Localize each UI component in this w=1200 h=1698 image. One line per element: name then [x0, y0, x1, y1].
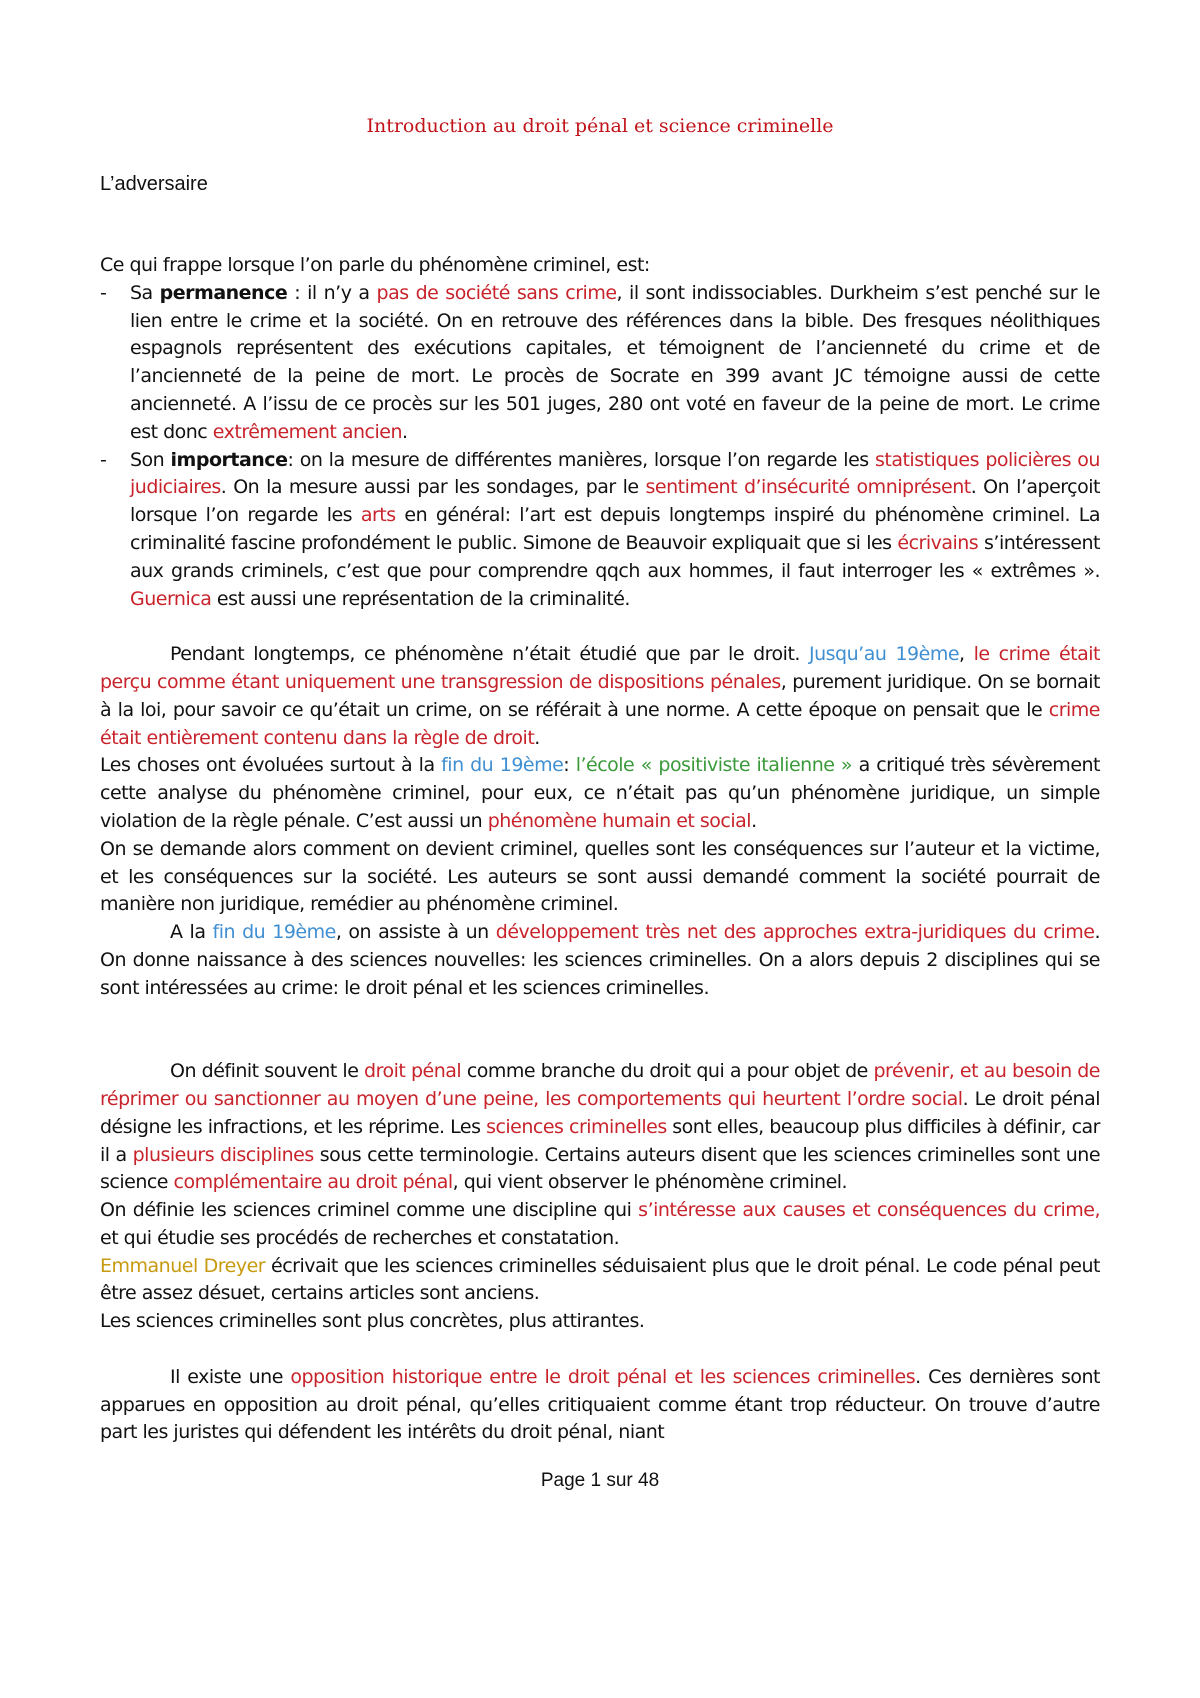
text: comme branche du droit qui a pour objet de — [461, 1060, 874, 1083]
paragraph-9 — [100, 1364, 1100, 1447]
paragraph-6 — [100, 1197, 1100, 1253]
text: Il existe une — [170, 1365, 291, 1388]
highlight-blue: fin du 19ème — [441, 754, 564, 777]
text: sous cette terminologie. Certains auteurs disent que les sciences criminelles sont une science — [100, 1143, 1101, 1194]
highlight: extrêmement ancien — [212, 420, 402, 443]
text: . — [402, 420, 408, 443]
text: : on la mesure de différentes manières, lorsque l’on regarde les — [287, 448, 875, 471]
text: Les choses ont évoluées surtout à la — [100, 754, 442, 777]
text: a critiqué très sévèrement cette analyse du phénomène criminel, pour eux, ce n’était pas qu’un phénomène juridique, un simple violation de la règle pénale. C’est aussi un — [100, 754, 1100, 832]
section-subtitle: L’adversaire — [100, 173, 208, 195]
text: On définie les sciences criminel comme une discipline qui — [100, 1199, 639, 1222]
bullet-permanence — [100, 280, 1100, 447]
highlight: arts — [360, 504, 396, 527]
highlight: opposition historique entre le droit pénal et les sciences criminelles — [290, 1365, 916, 1388]
highlight: statistiques policières ou judiciaires — [130, 448, 1100, 499]
page-footer: Page 1 sur 48 — [540, 1470, 660, 1491]
highlight-blue: Jusqu’au 19ème — [809, 643, 960, 666]
paragraph-5 — [100, 1058, 1100, 1197]
paragraph-8 — [100, 1308, 1100, 1336]
text: . Ces dernières sont apparues en opposition au droit pénal, qu’elles critiquaient comme étant trop réducteur. On trouve d’autre part les juristes qui défendent les intérêts du droit pénal, niant — [100, 1365, 1101, 1444]
text: . On la mesure aussi par les sondages, par le — [220, 476, 646, 499]
paragraph-7 — [100, 1253, 1100, 1309]
text: Son — [130, 448, 171, 471]
text: , il sont indissociables. Durkheim s’est penché sur le lien entre le crime et la société. On en retrouve des références dans la bible. Des fresques néolithiques espagnols représentent des exécutions capitales, et témoignent de l’ancienneté du crime et de l’ancienneté de la peine de mort. Le procès de Socrate en 399 avant JC témoigne aussi de cette ancienneté. A l’issu de ce procès sur les 501 juges, 280 ont voté en faveur de la peine de mort. Le crime est donc — [130, 281, 1100, 443]
term-permanence: permanence — [159, 281, 288, 304]
paragraph-4 — [100, 919, 1100, 1002]
text: . On donne naissance à des sciences nouvelles: les sciences criminelles. On a alors depuis 2 disciplines qui se sont intéressées au crime: le droit pénal et les sciences criminelles. — [100, 921, 1101, 999]
term-importance: importance — [170, 448, 288, 471]
highlight: écrivains — [897, 531, 979, 554]
text: , on assiste à un — [335, 921, 496, 944]
text: A la — [170, 921, 213, 944]
text: Pendant longtemps, ce phénomène n’était étudié que par le droit. — [170, 643, 810, 666]
highlight: droit pénal — [364, 1060, 462, 1083]
text: . — [751, 809, 757, 832]
text: . Le droit pénal désigne les infractions, et les réprime. Les — [100, 1087, 1100, 1138]
text: : — [563, 754, 576, 777]
paragraph-1 — [100, 641, 1100, 752]
highlight: le crime était perçu comme étant uniquement une transgression de dispositions pénales — [100, 643, 1100, 693]
text: écrivait que les sciences criminelles séduisaient plus que le droit pénal. Le code pénal peut être assez désuet, certains articles sont anciens. — [100, 1254, 1100, 1305]
paragraph-3 — [100, 836, 1100, 919]
intro-line: Ce qui frappe lorsque l’on parle du phénomène criminel, est: — [100, 254, 650, 276]
highlight: plusieurs disciplines — [132, 1143, 314, 1166]
highlight: sentiment d’insécurité omniprésent — [645, 476, 971, 499]
text: Les sciences criminelles sont plus concrètes, plus attirantes. — [100, 1310, 645, 1333]
highlight: phénomène humain et social — [487, 809, 752, 832]
highlight: crime était entièrement contenu dans la règle de droit — [100, 698, 1100, 749]
highlight-orange: Emmanuel Dreyer — [100, 1254, 266, 1277]
highlight: pas de société sans crime — [376, 281, 617, 304]
paragraph-2 — [100, 752, 1100, 835]
text: . — [534, 726, 540, 749]
highlight: Guernica — [130, 587, 212, 610]
text: On se demande alors comment on devient criminel, quelles sont les conséquences sur l’auteur et la victime, et les conséquences sur la société. Les auteurs se sont aussi demandé comment la société pourrait de manière non juridique, remédier au phénomène criminel. — [100, 837, 1100, 916]
text: : il n’y a — [287, 281, 377, 304]
text: est aussi une représentation de la criminalité. — [211, 587, 630, 610]
bullet-list — [100, 280, 1100, 614]
text: . On l’aperçoit lorsque l’on regarde les — [130, 476, 1100, 527]
highlight-blue: fin du 19ème — [212, 921, 336, 944]
document-title: Introduction au droit pénal et science criminelle — [366, 115, 834, 137]
text: On définit souvent le — [170, 1060, 365, 1083]
text: et qui étudie ses procédés de recherches et constatation. — [100, 1226, 620, 1249]
text: , qui vient observer le phénomène criminel. — [452, 1171, 848, 1194]
highlight-green: l’école « positiviste italienne » — [575, 754, 853, 777]
highlight: sciences criminelles — [486, 1115, 667, 1138]
highlight: développement très net des approches extra-juridiques du crime — [495, 921, 1095, 944]
bullet-importance — [100, 447, 1100, 614]
text: en général: l’art est depuis longtemps inspiré du phénomène criminel. La criminalité fascine profondément le public. Simone de Beauvoir expliquait que si les — [130, 504, 1101, 554]
highlight: prévenir, et au besoin de réprimer ou sanctionner au moyen d’une peine, les comportements qui heurtent l’ordre social — [100, 1060, 1101, 1110]
text: sont elles, beaucoup plus difficiles à définir, car il a — [100, 1115, 1100, 1166]
text: , — [959, 643, 974, 666]
text: , purement juridique. On se bornait à la loi, pour savoir ce qu’était un crime, on se référait à une norme. A cette époque on pensait que le — [100, 670, 1101, 721]
text: Sa — [130, 281, 160, 304]
highlight: s’intéresse aux causes et conséquences du crime, — [638, 1199, 1101, 1222]
text: s’intéressent aux grands criminels, c’est que pour comprendre qqch aux hommes, il faut interroger les « extrêmes ». — [130, 531, 1100, 582]
document-body — [100, 252, 1100, 1447]
highlight: complémentaire au droit pénal — [173, 1171, 453, 1194]
